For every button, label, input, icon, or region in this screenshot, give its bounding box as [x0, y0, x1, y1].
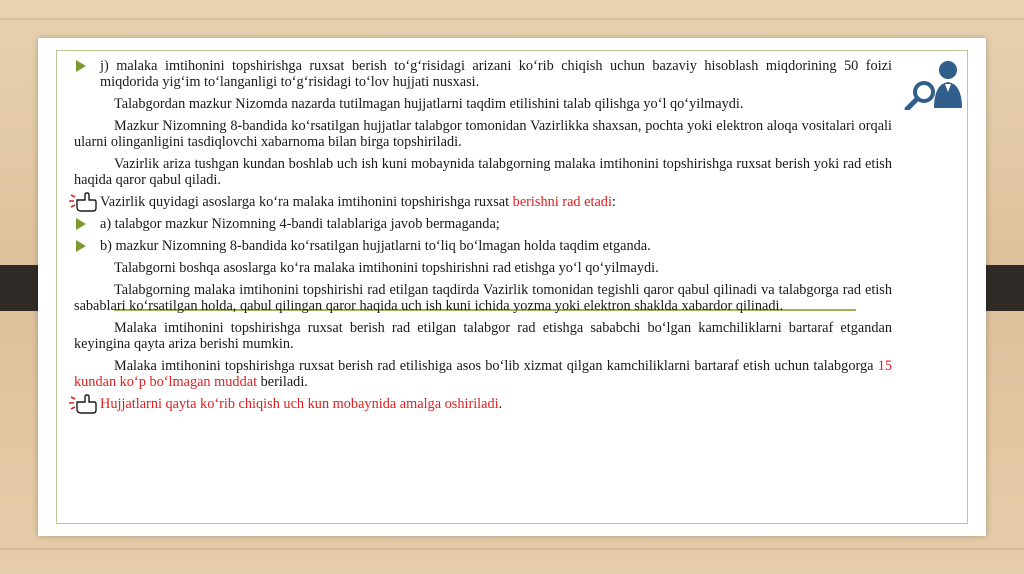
hand-1-red-text: berishni rad etadi	[512, 194, 612, 210]
hand-1-text: Vazirlik quyidagi asoslarga ko‘ra malaka imtihonini topshirishga ruxsat	[100, 194, 513, 210]
paragraph-4: Talabgorni boshqa asoslarga ko‘ra malaka imtihonini topshirishni rad etishga yo‘l qo‘yilmaydi.	[114, 260, 659, 276]
paragraph-2: Mazkur Nizomning 8-bandida ko‘rsatilgan hujjatlar talabgor tomonidan Vazirlikka shaxsan, pochta yoki elektron aloqa vositalari orqali ularni olinganligini tasdiqlovchi xabarnoma bilan birga topshiriladi.	[74, 118, 892, 150]
arrow-bullet-icon	[76, 218, 86, 230]
paragraph-7-end: beriladi.	[257, 374, 308, 390]
bullet-j-text: j) malaka imtihonini topshirishga ruxsat berish to‘g‘risidagi arizani ko‘rib chiqish uchun bazaviy hisoblash miqdorining 50 foizi miqdorida yig‘im to‘langanligi to‘g‘risidagi to‘lov hujjati nusxasi.	[100, 58, 892, 90]
paragraph-5: Talabgorning malaka imtihonini topshirishi rad etilgan taqdirda Vazirlik tomonidan tegishli qaror qabul qilinadi va talabgorga rad etish sabablari ko‘rsatilgan holda, qabul qilingan qaror haqida uch ish kuni ichida yozma yoki elektron shaklda xabardor qilinadi.	[74, 282, 892, 314]
paragraph-7-start: Malaka imtihonini topshirishga ruxsat berish rad etilishiga asos bo‘lib xizmat qilgan kamchiliklarni bartaraf etish uchun talabgorga	[114, 358, 878, 374]
hand-2-end: .	[498, 396, 503, 412]
person-search-icon	[904, 58, 968, 110]
left-dark-bar	[0, 265, 38, 311]
paragraph-7	[74, 358, 892, 390]
paragraph-1: Talabgordan mazkur Nizomda nazarda tutilmagan hujjatlarni taqdim etilishini talab qilishga yo‘l qo‘yilmaydi.	[114, 96, 744, 112]
hand-point-1	[74, 194, 892, 210]
hand-1-end: :	[611, 194, 616, 210]
hand-point-2	[74, 396, 892, 412]
bullet-j	[74, 58, 892, 90]
arrow-bullet-icon	[76, 240, 86, 252]
bullet-a	[74, 216, 892, 232]
slide-content	[74, 58, 892, 418]
slide	[38, 38, 986, 536]
paragraph-6: Malaka imtihonini topshirishga ruxsat berish rad etilgan talabgor rad etishga sababchi bo‘lgan kamchiliklarni bartaraf etgandan keyingina qayta ariza berishi mumkin.	[74, 320, 892, 352]
right-dark-bar	[986, 265, 1024, 311]
hand-2-red-text: Hujjatlarni qayta ko‘rib chiqish uch kun mobaynida amalga oshiriladi	[100, 396, 499, 412]
bullet-b	[74, 238, 892, 254]
paragraph-7-red: 15 kundan ko‘p bo‘lmagan muddat	[74, 358, 892, 390]
bullet-a-text: a) talabgor mazkur Nizomning 4-bandi talablariga javob bermaganda;	[100, 216, 500, 232]
pointing-hand-icon	[68, 393, 98, 415]
arrow-bullet-icon	[76, 60, 86, 72]
pointing-hand-icon	[68, 191, 98, 213]
bullet-b-text: b) mazkur Nizomning 8-bandida ko‘rsatilgan hujjatlarni to‘liq bo‘lmagan holda taqdim etganda.	[100, 238, 651, 254]
paragraph-3: Vazirlik ariza tushgan kundan boshlab uch ish kuni mobaynida talabgorning malaka imtihonini topshirishga ruxsat berish yoki rad etish haqida qaror qabul qiladi.	[74, 156, 892, 188]
